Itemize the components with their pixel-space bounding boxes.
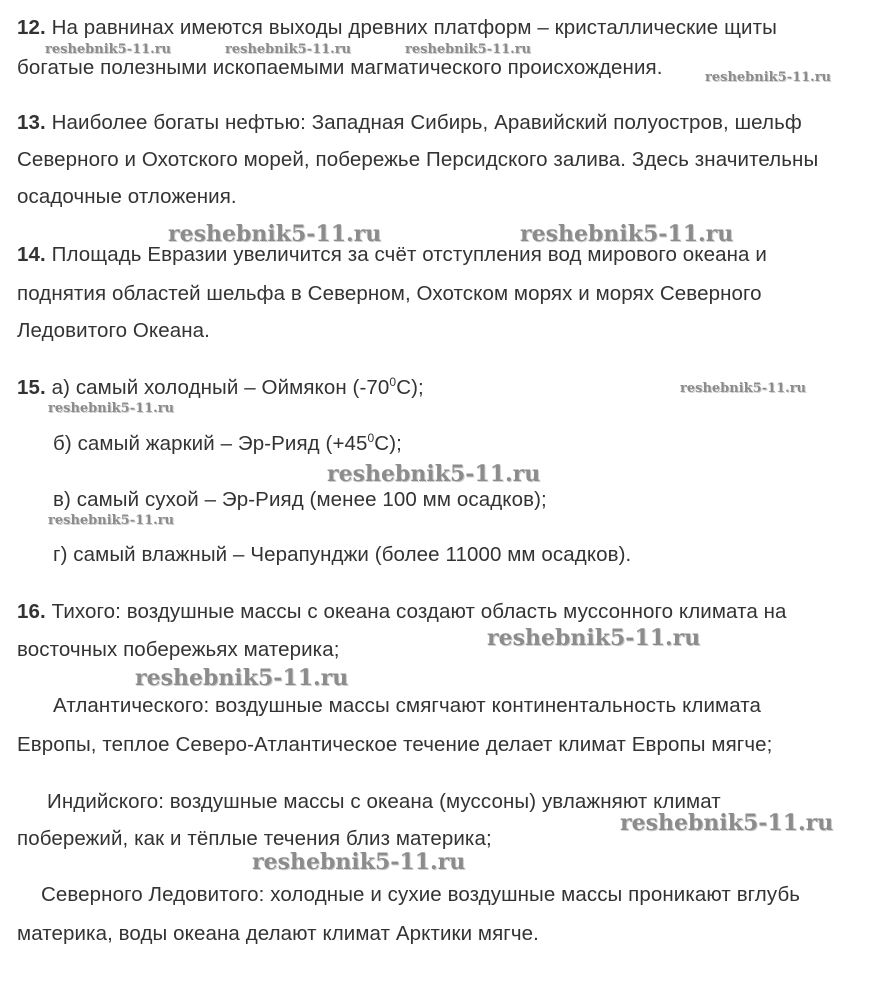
item-number: 16. (17, 600, 46, 623)
watermark: reshebnik5-11.ru (45, 42, 172, 57)
watermark: reshebnik5-11.ru (327, 461, 541, 487)
item-16-line-5: Индийского: воздушные массы с океана (муссоны) увлажняют климат (47, 790, 721, 813)
item-number: 15. (17, 376, 46, 399)
item-16-line-4: Европы, теплое Северо-Атлантическое течение делает климат Европы мягче; (17, 733, 773, 756)
item-12-line-2: богатые полезными ископаемыми магматического происхождения. (17, 56, 663, 79)
item-13-line-3: осадочные отложения. (17, 185, 237, 208)
watermark: reshebnik5-11.ru (405, 42, 532, 57)
item-number: 12. (17, 16, 46, 39)
item-16-line-3: Атлантического: воздушные массы смягчают континентальность климата (53, 694, 762, 717)
item-13-line-2: Северного и Охотского морей, побережье Персидского залива. Здесь значительны (17, 148, 819, 171)
item-14-line-2: поднятия областей шельфа в Северном, Охотском морях и морях Северного (17, 282, 762, 305)
item-14-line-3: Ледовитого Океана. (17, 319, 210, 342)
watermark: reshebnik5-11.ru (168, 221, 382, 247)
watermark: reshebnik5-11.ru (225, 42, 352, 57)
item-16-line-7: Северного Ледовитого: холодные и сухие воздушные массы проникают вглубь (41, 883, 801, 906)
watermark: reshebnik5-11.ru (48, 513, 175, 528)
item-15-line-a: 15. а) самый холодный – Оймякон $(-70^0С)$; (17, 375, 424, 399)
item-number: 14. (17, 243, 46, 266)
item-13-line-1: 13. Наиболее богаты нефтью: Западная Сибирь, Аравийский полуостров, шельф (17, 111, 802, 134)
watermark: reshebnik5-11.ru (48, 401, 175, 416)
watermark: reshebnik5-11.ru (680, 381, 807, 396)
item-16-line-2: восточных побережьях материка; (17, 638, 340, 661)
item-number: 13. (17, 111, 46, 134)
item-16-line-6: побережий, как и тёплые течения близ материка; (17, 827, 492, 850)
item-14-line-1: 14. Площадь Евразии увеличится за счёт отступления вод мирового океана и (17, 243, 767, 266)
watermark: reshebnik5-11.ru (620, 810, 834, 836)
item-12-line-1: 12. На равнинах имеются выходы древних платформ – кристаллические щиты (17, 16, 777, 39)
item-15-line-b: б) самый жаркий – Эр-Рияд $(+45^0С)$; (53, 431, 402, 455)
item-15-line-c: в) самый сухой – Эр-Рияд (менее 100 мм осадков); (53, 488, 547, 511)
watermark: reshebnik5-11.ru (705, 70, 832, 85)
watermark: reshebnik5-11.ru (487, 625, 701, 651)
item-16-line-1: 16. Тихого: воздушные массы с океана создают область муссонного климата на (17, 600, 787, 623)
item-15-line-d: г) самый влажный – Черапунджи (более 11000 мм осадков). (53, 543, 632, 566)
watermark: reshebnik5-11.ru (252, 849, 466, 875)
item-16-line-8: материка, воды океана делают климат Арктики мягче. (17, 922, 539, 945)
watermark: reshebnik5-11.ru (520, 221, 734, 247)
watermark: reshebnik5-11.ru (135, 665, 349, 691)
